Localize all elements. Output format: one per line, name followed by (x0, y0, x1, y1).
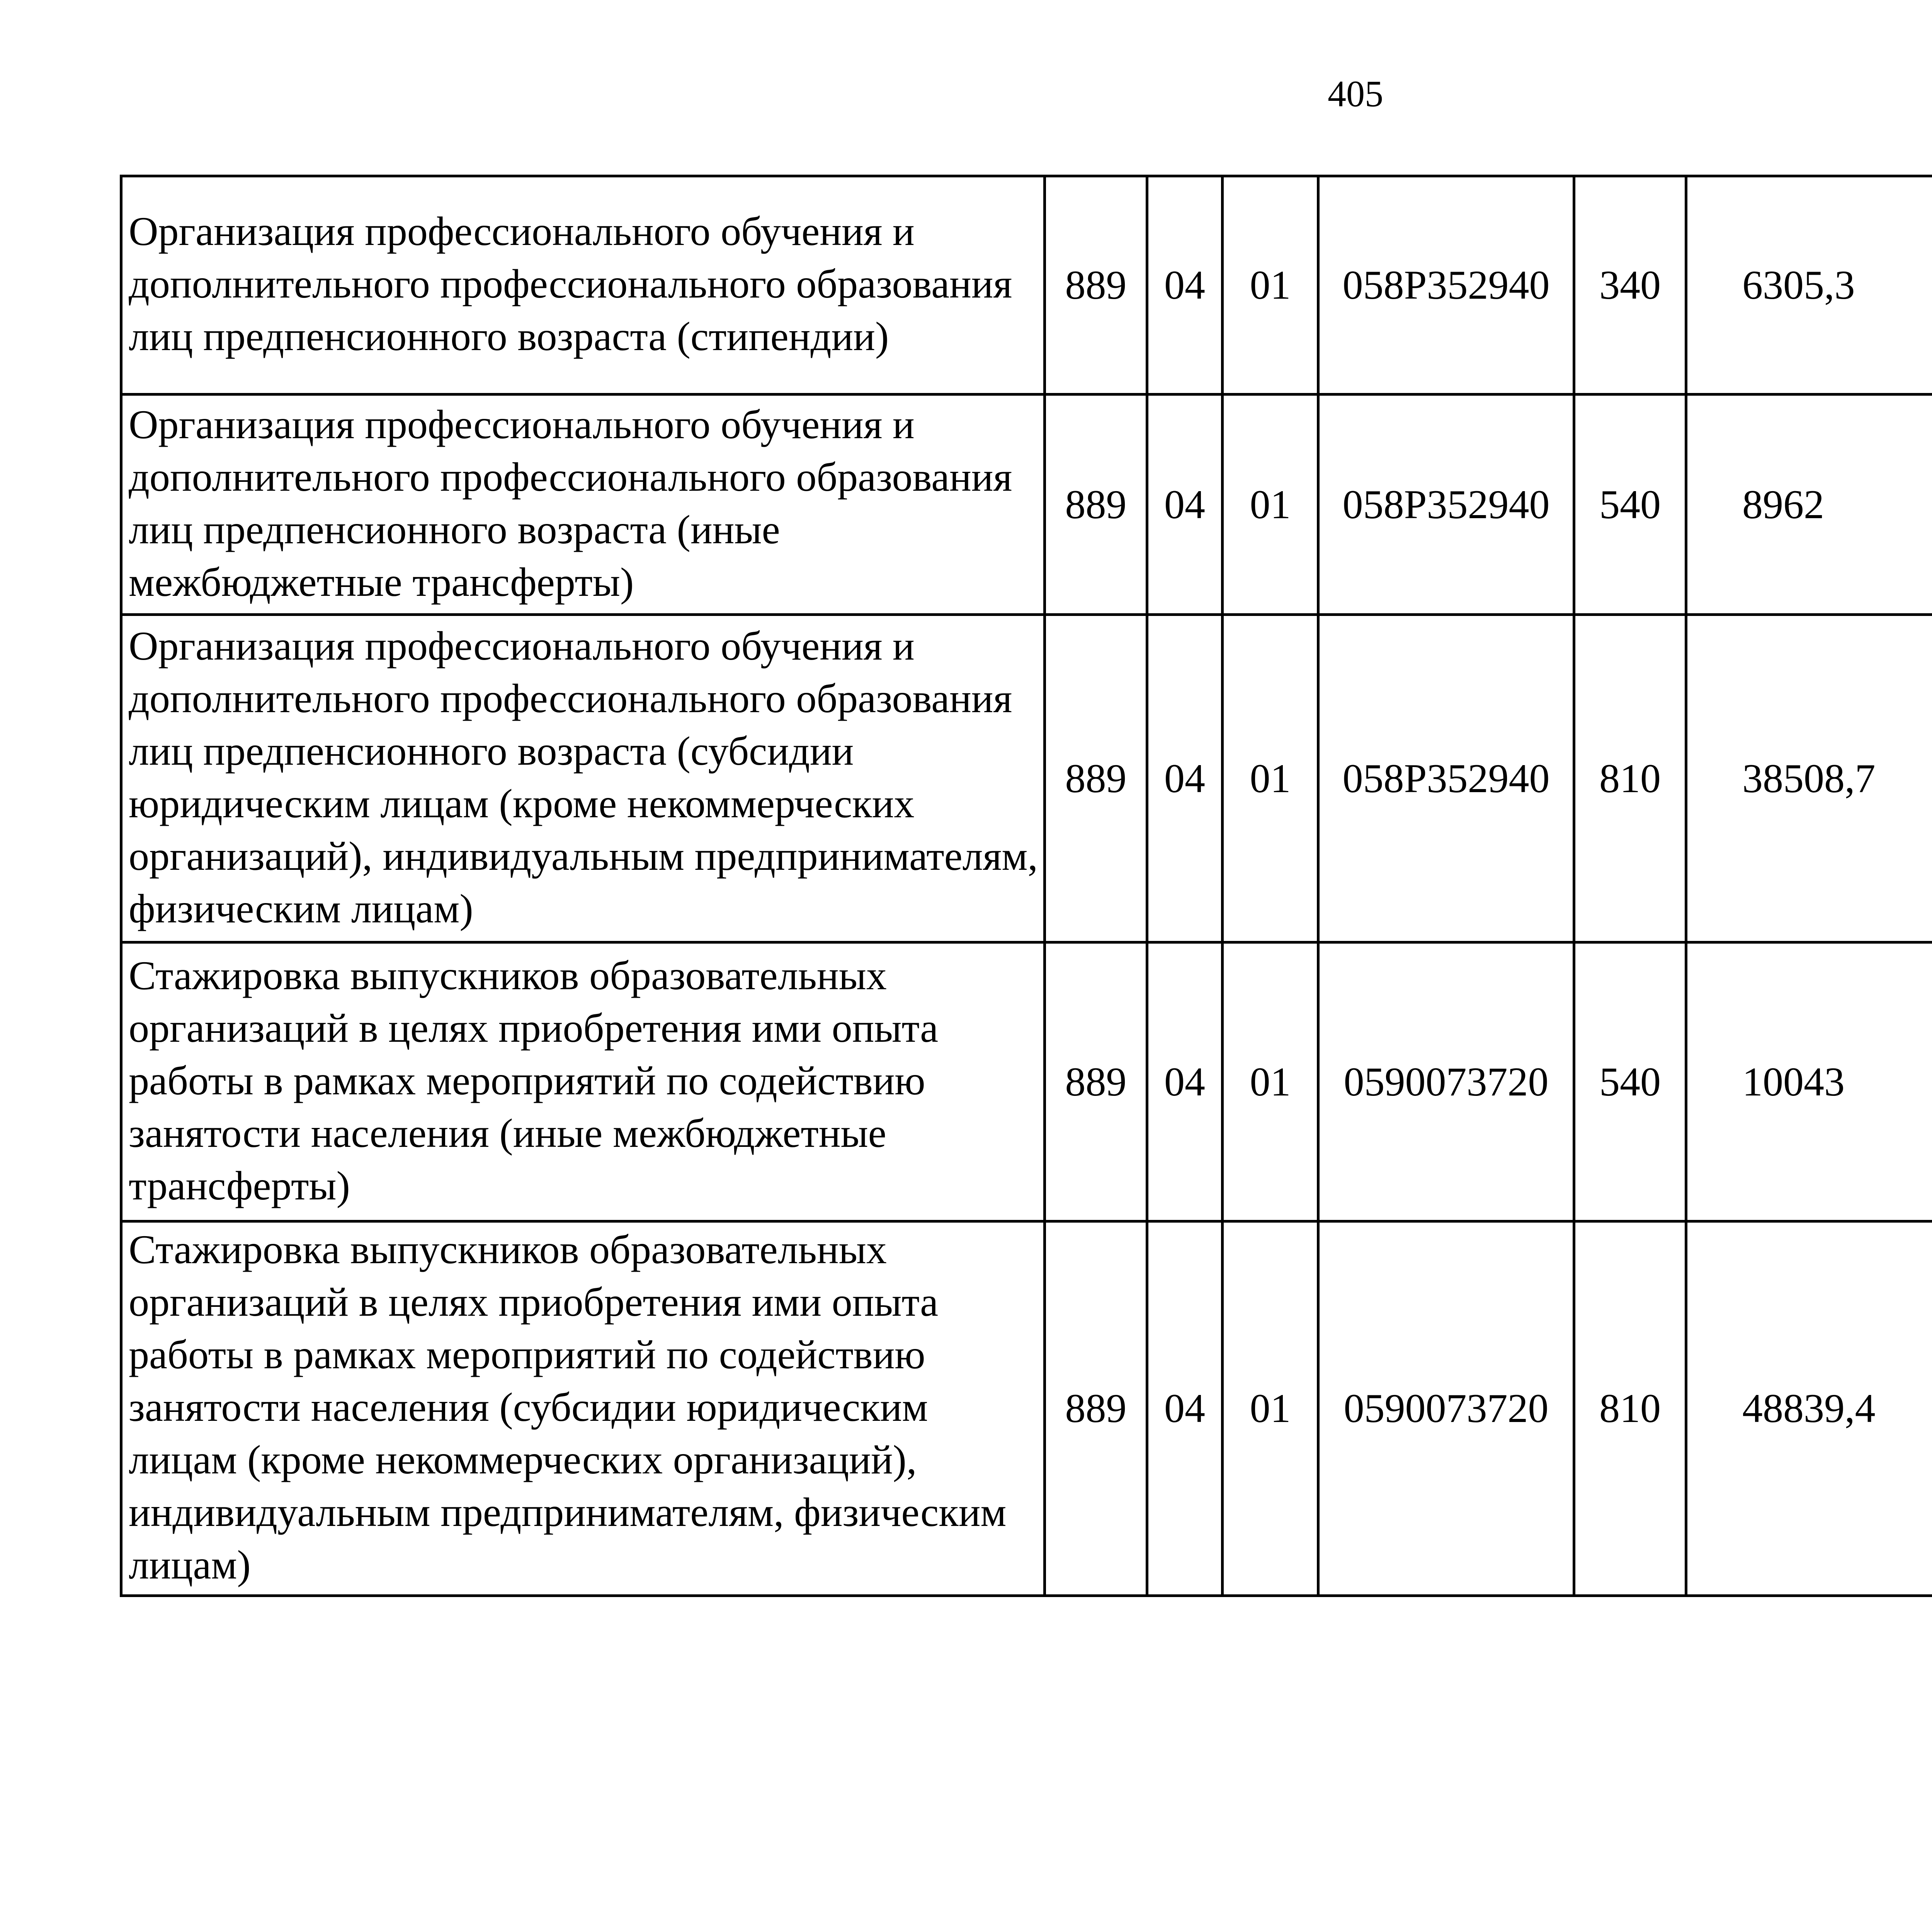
target-code: 058P352940 (1318, 615, 1574, 942)
table-row (121, 615, 1932, 942)
admin-code: 889 (1045, 942, 1147, 1221)
amount-1: 8962 (1686, 395, 1932, 615)
table-row (121, 395, 1932, 615)
subsection-code: 01 (1223, 1221, 1318, 1596)
target-code: 058P352940 (1318, 395, 1574, 615)
section-code: 04 (1147, 1221, 1223, 1596)
admin-code: 889 (1045, 615, 1147, 942)
expense-type-code: 810 (1574, 615, 1686, 942)
target-code: 058P352940 (1318, 176, 1574, 395)
section-code: 04 (1147, 395, 1223, 615)
expense-type-code: 540 (1574, 395, 1686, 615)
row-name: Стажировка выпускников образовательных организаций в целях приобретения ими опыта работы в рамках мероприятий по содействию занятости населения (иные межбюджетные трансферты) (121, 942, 1045, 1221)
amount-1: 38508,7 (1686, 615, 1932, 942)
row-name: Организация профессионального обучения и дополнительного профессионального образования лиц предпенсионного возраста (стипендии) (121, 176, 1045, 395)
page-number: 405 (1328, 73, 1383, 114)
subsection-code: 01 (1223, 395, 1318, 615)
expense-type-code: 810 (1574, 1221, 1686, 1596)
target-code: 0590073720 (1318, 1221, 1574, 1596)
amount-1: 48839,4 (1686, 1221, 1932, 1596)
subsection-code: 01 (1223, 176, 1318, 395)
section-code: 04 (1147, 615, 1223, 942)
row-name: Стажировка выпускников образовательных организаций в целях приобретения ими опыта работы в рамках мероприятий по содействию занятости населения (субсидии юридическим лицам (кроме некоммерческих организаций), индивидуальным предпринимателям, физическим лицам) (121, 1221, 1045, 1596)
amount-1: 6305,3 (1686, 176, 1932, 395)
row-name: Организация профессионального обучения и дополнительного профессионального образования лиц предпенсионного возраста (субсидии юридическим лицам (кроме некоммерческих организаций), индивидуальным предпринимателям, физическим лицам) (121, 615, 1045, 942)
target-code: 0590073720 (1318, 942, 1574, 1221)
expense-type-code: 340 (1574, 176, 1686, 395)
subsection-code: 01 (1223, 615, 1318, 942)
table-row (121, 176, 1932, 395)
table-row (121, 942, 1932, 1221)
admin-code: 889 (1045, 176, 1147, 395)
section-code: 04 (1147, 942, 1223, 1221)
section-code: 04 (1147, 176, 1223, 395)
budget-table (120, 175, 1932, 1597)
row-name: Организация профессионального обучения и дополнительного профессионального образования лиц предпенсионного возраста (иные межбюджетные трансферты) (121, 395, 1045, 615)
subsection-code: 01 (1223, 942, 1318, 1221)
amount-1: 10043 (1686, 942, 1932, 1221)
admin-code: 889 (1045, 395, 1147, 615)
table-row (121, 1221, 1932, 1596)
expense-type-code: 540 (1574, 942, 1686, 1221)
admin-code: 889 (1045, 1221, 1147, 1596)
